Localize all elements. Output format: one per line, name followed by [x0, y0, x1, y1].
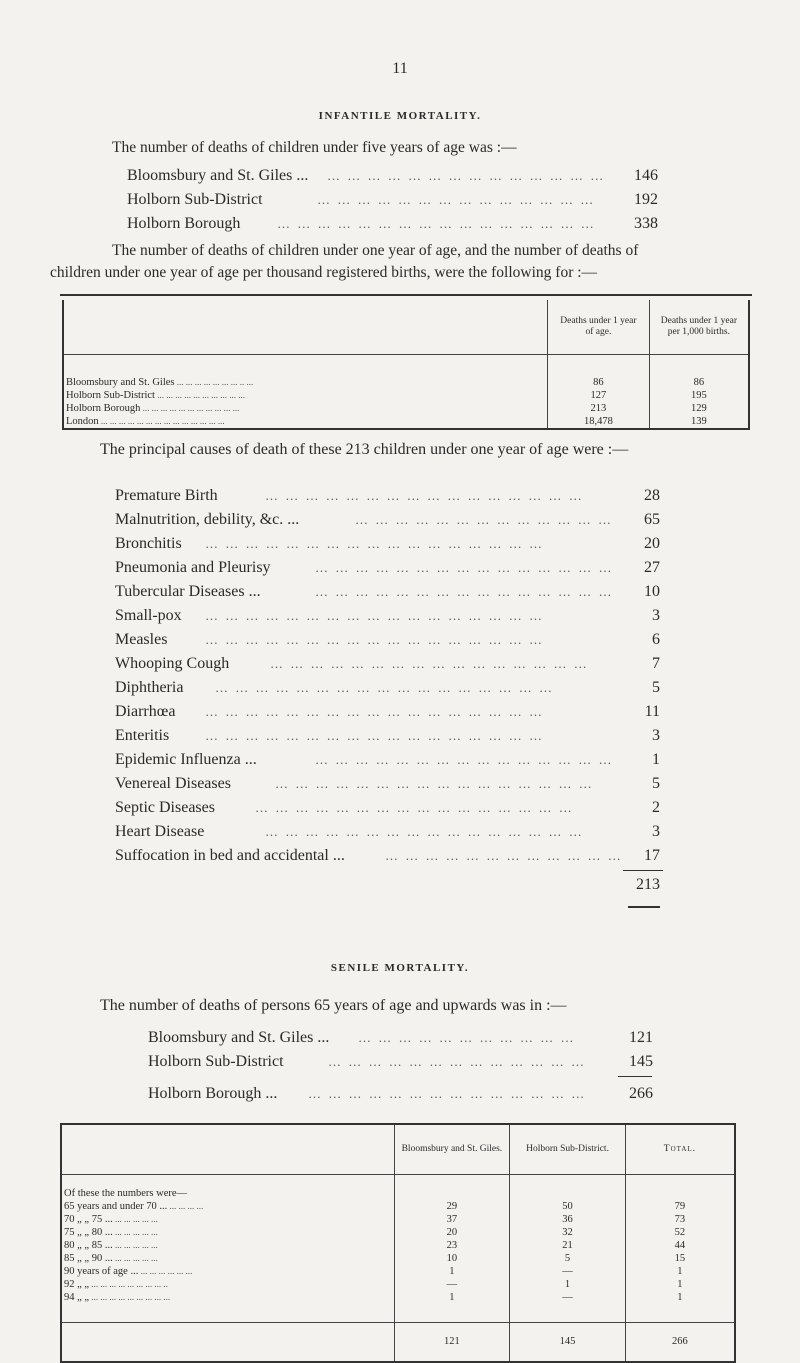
- table-total-row: [61, 1322, 735, 1362]
- bloomsbury-cell: —: [394, 1278, 510, 1291]
- district-value: 145: [629, 1053, 653, 1070]
- leader-dots: … … … … … … … … … … … … … … … …: [270, 656, 589, 671]
- cause-label: Measles: [115, 631, 168, 648]
- cause-row: [115, 604, 660, 628]
- leader-dots: … … … … … … … … … … … …: [385, 848, 623, 863]
- leader-dots: … … … … … … … … … … … … … … … … …: [205, 536, 544, 551]
- senile-district-row: [148, 1082, 653, 1106]
- cause-label: Enteritis: [115, 727, 170, 744]
- cause-row: [115, 796, 660, 820]
- causes-total: 213: [636, 876, 660, 893]
- total-cell: 1: [625, 1291, 735, 1304]
- leader-dots: … … … … … … … … … … … … … … … …: [275, 776, 594, 791]
- bloomsbury-cell: 1: [394, 1265, 510, 1278]
- table-row: 65 years and under 70 ... ... ... ... ... 29 50 79: [61, 1200, 735, 1213]
- district-label: Bloomsbury and St. Giles ...: [148, 1029, 330, 1046]
- sum-rule: [623, 870, 663, 871]
- row-label: 70 „ „ 75 ...: [64, 1214, 113, 1225]
- cause-row: [115, 508, 660, 532]
- table-header-row: [61, 1124, 735, 1174]
- bloomsbury-cell: 20: [394, 1226, 510, 1239]
- under-five-intro: The number of deaths of children under five years of age was :—: [112, 139, 517, 156]
- table-row: Holborn Borough ... ... ... ... ... ... ... ... ... ... ... 213 129: [63, 402, 749, 415]
- infantile-heading: INFANTILE MORTALITY.: [318, 110, 482, 122]
- infant-mortality-table: [62, 300, 750, 430]
- rate-cell: 86: [649, 376, 749, 389]
- table-intro: Of these the numbers were—: [61, 1174, 394, 1200]
- cause-row: [115, 676, 660, 700]
- total-cell: 44: [625, 1239, 735, 1252]
- cause-row: [115, 844, 660, 868]
- cause-label: Whooping Cough: [115, 655, 230, 672]
- senile-district-row: [148, 1050, 653, 1074]
- table-row: London ... ... ... ... ... ... ... ... ... ... ... ... ... ... 18,478 139: [63, 415, 749, 429]
- sum-rule: [618, 1076, 652, 1077]
- total-cell: 1: [625, 1265, 735, 1278]
- senile-district-row: [148, 1026, 653, 1050]
- cause-label: Septic Diseases: [115, 799, 215, 816]
- grand-total: 266: [625, 1322, 735, 1362]
- cause-row: [115, 652, 660, 676]
- leader-dots: … … … … … … … … … … … … … … … …: [265, 488, 584, 503]
- senile-mortality-table: [60, 1123, 736, 1363]
- holborn-cell: 1: [510, 1278, 626, 1291]
- row-value: 146: [634, 167, 658, 184]
- leader-dots: … … … … … … … … … … … … … … … …: [277, 216, 596, 231]
- total-cell: 73: [625, 1213, 735, 1226]
- bloomsbury-cell: 29: [394, 1200, 510, 1213]
- leader-dots: … … … … … … … … … … …: [358, 1030, 576, 1045]
- cause-value: 10: [644, 583, 660, 600]
- cause-label: Premature Birth: [115, 487, 218, 504]
- cause-label: Bronchitis: [115, 535, 182, 552]
- cause-label: Small-pox: [115, 607, 182, 624]
- row-label: 75 „ „ 80 ...: [64, 1227, 113, 1238]
- leader-dots: … … … … … … … … … … … … … … … … …: [205, 728, 544, 743]
- rate-cell: 139: [649, 415, 749, 429]
- holborn-header: Holborn Sub-District.: [510, 1124, 626, 1174]
- row-value: 338: [634, 215, 658, 232]
- total-cell: 52: [625, 1226, 735, 1239]
- holborn-cell: —: [510, 1291, 626, 1304]
- cause-value: 27: [644, 559, 660, 576]
- cause-row: [115, 484, 660, 508]
- cause-row: [115, 748, 660, 772]
- district-label: Holborn Sub-District: [148, 1053, 284, 1070]
- row-value: 192: [634, 191, 658, 208]
- holborn-cell: 5: [510, 1252, 626, 1265]
- cause-row: [115, 556, 660, 580]
- table-row: 94 „ „ ... ... ... ... ... ... ... ... ... 1 — 1: [61, 1291, 735, 1304]
- row-label: 90 years of age ...: [64, 1266, 139, 1277]
- label-header: [63, 300, 548, 354]
- table-top-rule: [60, 294, 752, 296]
- leader-dots: … … … … … … … … … … … … … … …: [315, 584, 614, 599]
- holborn-cell: 21: [510, 1239, 626, 1252]
- bloomsbury-total: 121: [394, 1322, 510, 1362]
- row-label: Holborn Sub-District: [66, 390, 155, 401]
- row-label: Bloomsbury and St. Giles ...: [127, 167, 309, 184]
- causes-intro: The principal causes of death of these 213 children under one year of age were :—: [100, 441, 629, 458]
- total-cell: 79: [625, 1200, 735, 1213]
- cause-label: Venereal Diseases: [115, 775, 231, 792]
- holborn-cell: 50: [510, 1200, 626, 1213]
- cause-value: 5: [652, 775, 660, 792]
- cause-value: 1: [652, 751, 660, 768]
- deaths-cell: 127: [548, 389, 650, 402]
- cause-label: Diphtheria: [115, 679, 184, 696]
- leader-dots: … … … … … … … … … … … … … … … … …: [205, 608, 544, 623]
- cause-row: [115, 820, 660, 844]
- table-row: 90 years of age ... ... ... ... ... ... ... 1 — 1: [61, 1265, 735, 1278]
- cause-value: 65: [644, 511, 660, 528]
- leader-dots: … … … … … … … … … … … … … …: [317, 192, 596, 207]
- cause-row: [115, 580, 660, 604]
- leader-dots: … … … … … … … … … … … … … …: [327, 168, 606, 183]
- table-row: 75 „ „ 80 ... ... ... ... ... ... 20 32 52: [61, 1226, 735, 1239]
- cause-value: 3: [652, 823, 660, 840]
- cause-value: 6: [652, 631, 660, 648]
- table-row: Holborn Sub-District ... ... ... ... ... ... ... ... ... ... 127 195: [63, 389, 749, 402]
- cause-value: 7: [652, 655, 660, 672]
- cause-row: [115, 772, 660, 796]
- under-five-row: [127, 164, 658, 188]
- table-row: 85 „ „ 90 ... ... ... ... ... ... 10 5 15: [61, 1252, 735, 1265]
- cause-value: 17: [644, 847, 660, 864]
- row-label: 85 „ „ 90 ...: [64, 1253, 113, 1264]
- row-label: 80 „ „ 85 ...: [64, 1240, 113, 1251]
- leader-dots: … … … … … … … … … … … … …: [355, 512, 613, 527]
- row-label: 65 years and under 70 ...: [64, 1201, 168, 1212]
- cause-label: Pneumonia and Pleurisy: [115, 559, 271, 576]
- holborn-cell: 32: [510, 1226, 626, 1239]
- cause-value: 11: [644, 703, 660, 720]
- deaths-cell: 86: [548, 376, 650, 389]
- table-row: 70 „ „ 75 ... ... ... ... ... ... 37 36 73: [61, 1213, 735, 1226]
- cause-label: Heart Disease: [115, 823, 205, 840]
- cause-label: Epidemic Influenza ...: [115, 751, 257, 768]
- holborn-cell: —: [510, 1265, 626, 1278]
- row-label: London: [66, 416, 99, 427]
- cause-value: 5: [652, 679, 660, 696]
- cause-value: 28: [644, 487, 660, 504]
- para2-line2: children under one year of age per thousand registered births, were the following for :—: [50, 264, 598, 281]
- label-header: [61, 1124, 394, 1174]
- cause-value: 3: [652, 727, 660, 744]
- row-label: 94 „ „: [64, 1292, 90, 1303]
- deaths-cell: 213: [548, 402, 650, 415]
- under-five-row: [127, 188, 658, 212]
- holborn-total: 145: [510, 1322, 626, 1362]
- bloomsbury-header: Bloomsbury and St. Giles.: [394, 1124, 510, 1174]
- row-label: 92 „ „: [64, 1279, 90, 1290]
- leader-dots: … … … … … … … … … … … … …: [328, 1054, 586, 1069]
- total-cell: 1: [625, 1278, 735, 1291]
- leader-dots: … … … … … … … … … … … … … … … …: [265, 824, 584, 839]
- total-header: Total.: [625, 1124, 735, 1174]
- bloomsbury-cell: 23: [394, 1239, 510, 1252]
- cause-row: [115, 700, 660, 724]
- leader-dots: … … … … … … … … … … … … … … …: [315, 752, 614, 767]
- per-thousand-header: Deaths under 1 year per 1,000 births.: [649, 300, 749, 354]
- leader-dots: … … … … … … … … … … … … … …: [308, 1086, 587, 1101]
- row-label: Holborn Borough: [127, 215, 241, 232]
- cause-row: [115, 628, 660, 652]
- bloomsbury-cell: 10: [394, 1252, 510, 1265]
- table-row: 80 „ „ 85 ... ... ... ... ... ... 23 21 44: [61, 1239, 735, 1252]
- rate-cell: 129: [649, 402, 749, 415]
- cause-label: Diarrhœa: [115, 703, 176, 720]
- row-label: Holborn Sub-District: [127, 191, 263, 208]
- total-cell: 15: [625, 1252, 735, 1265]
- bloomsbury-cell: 1: [394, 1291, 510, 1304]
- cause-row: [115, 532, 660, 556]
- deaths-cell: 18,478: [548, 415, 650, 429]
- district-label: Holborn Borough ...: [148, 1085, 278, 1102]
- cause-label: Tubercular Diseases ...: [115, 583, 261, 600]
- leader-dots: … … … … … … … … … … … … … … … … …: [215, 680, 554, 695]
- cause-label: Malnutrition, debility, &c. ...: [115, 511, 300, 528]
- holborn-cell: 36: [510, 1213, 626, 1226]
- rate-cell: 195: [649, 389, 749, 402]
- under-five-row: [127, 212, 658, 236]
- leader-dots: … … … … … … … … … … … … … … … … …: [205, 704, 544, 719]
- row-label: Bloomsbury and St. Giles: [66, 377, 175, 388]
- deaths-header: Deaths under 1 year of age.: [548, 300, 650, 354]
- table-header-row: [63, 300, 749, 354]
- page-number: 11: [392, 60, 408, 77]
- cause-value: 3: [652, 607, 660, 624]
- cause-label: Suffocation in bed and accidental ...: [115, 847, 345, 864]
- bloomsbury-cell: 37: [394, 1213, 510, 1226]
- senile-intro: The number of deaths of persons 65 years of age and upwards was in :—: [100, 997, 567, 1014]
- table-row: 92 „ „ ... ... ... ... ... ... ... ... .. — 1 1: [61, 1278, 735, 1291]
- district-value: 266: [629, 1085, 653, 1102]
- leader-dots: … … … … … … … … … … … … … … … … …: [205, 632, 544, 647]
- district-value: 121: [629, 1029, 653, 1046]
- table-row: Bloomsbury and St. Giles ... ... ... ... ... ... ... .. ... 86 86: [63, 376, 749, 389]
- cause-row: [115, 724, 660, 748]
- cause-value: 2: [652, 799, 660, 816]
- leader-dots: … … … … … … … … … … … … … … … …: [255, 800, 574, 815]
- senile-heading: SENILE MORTALITY.: [330, 962, 470, 974]
- para2-line1: The number of deaths of children under one year of age, and the number of deaths of: [112, 242, 639, 259]
- leader-dots: … … … … … … … … … … … … … … …: [315, 560, 614, 575]
- cause-value: 20: [644, 535, 660, 552]
- total-rule: [628, 906, 660, 908]
- row-label: Holborn Borough: [66, 403, 141, 414]
